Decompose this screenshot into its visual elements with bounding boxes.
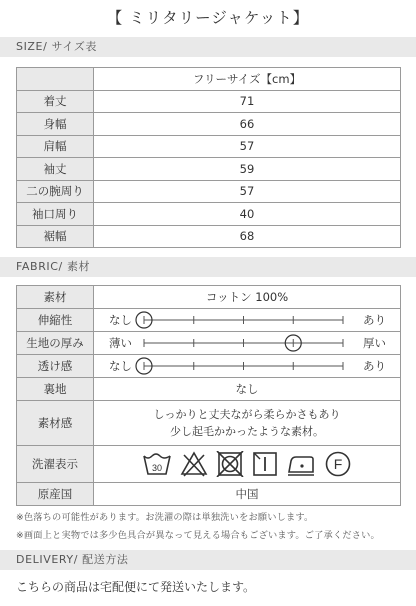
wash-cell <box>94 446 401 483</box>
texture-row <box>17 401 401 446</box>
size-row-value: 71 <box>94 90 401 113</box>
material-value: コットン 100% <box>94 286 401 309</box>
size-row-label: 袖口周り <box>17 203 94 226</box>
size-row <box>17 135 401 158</box>
origin-label: 原産国 <box>17 483 94 506</box>
line-dry-icon <box>252 451 278 477</box>
thickness-label: 生地の厚み <box>17 332 94 355</box>
size-row-value: 68 <box>94 225 401 248</box>
stretch-scale <box>94 309 400 331</box>
note-color-fade: ※色落ちの可能性があります。お洗濯の際は単独洗いをお願いします。 <box>16 512 314 523</box>
sheerness-scale-cell <box>94 355 401 378</box>
wash-icons <box>94 446 400 482</box>
size-table-header: フリーサイズ【cm】 <box>94 68 401 91</box>
material-label: 素材 <box>17 286 94 309</box>
size-row-value: 57 <box>94 135 401 158</box>
delivery-section-heading: DELIVERY/ 配送方法 <box>0 550 416 570</box>
material-row <box>17 286 401 309</box>
size-row-label: 袖丈 <box>17 158 94 181</box>
origin-row <box>17 483 401 506</box>
size-row <box>17 203 401 226</box>
scale-low-label: なし <box>109 313 132 327</box>
dry-clean-f-icon <box>324 450 352 478</box>
texture-line-2: 少し起毛かかったような素材。 <box>170 425 324 438</box>
sheerness-scale <box>94 355 400 377</box>
lining-value: なし <box>94 378 401 401</box>
wash-temp: 30 <box>151 463 163 473</box>
note-color-difference: ※画面上と実物では多少色具合が異なって見える場合もございます。ご了承ください。 <box>16 530 380 541</box>
wash-label: 洗濯表示 <box>17 446 94 483</box>
texture-cell <box>94 401 401 446</box>
delivery-text: こちらの商品は宅配便にて発送いたします。 <box>16 580 256 594</box>
sheerness-label: 透け感 <box>17 355 94 378</box>
fabric-table <box>16 285 401 506</box>
thickness-row <box>17 332 401 355</box>
wash-30-icon <box>142 451 172 477</box>
stretch-label: 伸縮性 <box>17 309 94 332</box>
size-row-label: 裾幅 <box>17 225 94 248</box>
size-row-value: 57 <box>94 180 401 203</box>
stretch-row <box>17 309 401 332</box>
origin-value: 中国 <box>94 483 401 506</box>
lining-label: 裏地 <box>17 378 94 401</box>
size-row-value: 66 <box>94 113 401 136</box>
sheerness-row <box>17 355 401 378</box>
scale-high-label: あり <box>363 359 386 373</box>
size-table <box>16 67 401 248</box>
no-tumble-dry-icon <box>216 451 244 477</box>
size-row-label: 着丈 <box>17 90 94 113</box>
size-row-label: 肩幅 <box>17 135 94 158</box>
size-row <box>17 158 401 181</box>
scale-track <box>94 332 401 354</box>
size-row-label: 二の腕周り <box>17 180 94 203</box>
lining-row <box>17 378 401 401</box>
scale-high-label: あり <box>363 313 386 327</box>
fabric-section-heading: FABRIC/ 素材 <box>0 257 416 277</box>
scale-low-label: 薄い <box>109 336 132 350</box>
texture-line-1: しっかりと丈夫ながら柔らかさもあり <box>153 408 341 421</box>
iron-low-icon <box>286 451 316 477</box>
page-title: 【 ミリタリージャケット】 <box>106 9 310 27</box>
size-row-label: 身幅 <box>17 113 94 136</box>
size-section-heading: SIZE/ サイズ表 <box>0 37 416 57</box>
dry-clean-letter: F <box>333 456 343 472</box>
size-row <box>17 113 401 136</box>
size-row <box>17 225 401 248</box>
wash-row <box>17 446 401 483</box>
texture-label: 素材感 <box>17 401 94 446</box>
size-row-value: 40 <box>94 203 401 226</box>
size-row-value: 59 <box>94 158 401 181</box>
size-row <box>17 180 401 203</box>
thickness-scale-cell <box>94 332 401 355</box>
scale-low-label: なし <box>109 359 132 373</box>
size-row <box>17 90 401 113</box>
size-table-corner <box>17 68 94 91</box>
scale-track <box>94 309 401 331</box>
stretch-scale-cell <box>94 309 401 332</box>
size-table-header-row <box>17 68 401 91</box>
scale-track <box>94 355 401 377</box>
scale-high-label: 厚い <box>363 336 386 350</box>
thickness-scale <box>94 332 400 354</box>
no-bleach-icon <box>180 451 208 477</box>
